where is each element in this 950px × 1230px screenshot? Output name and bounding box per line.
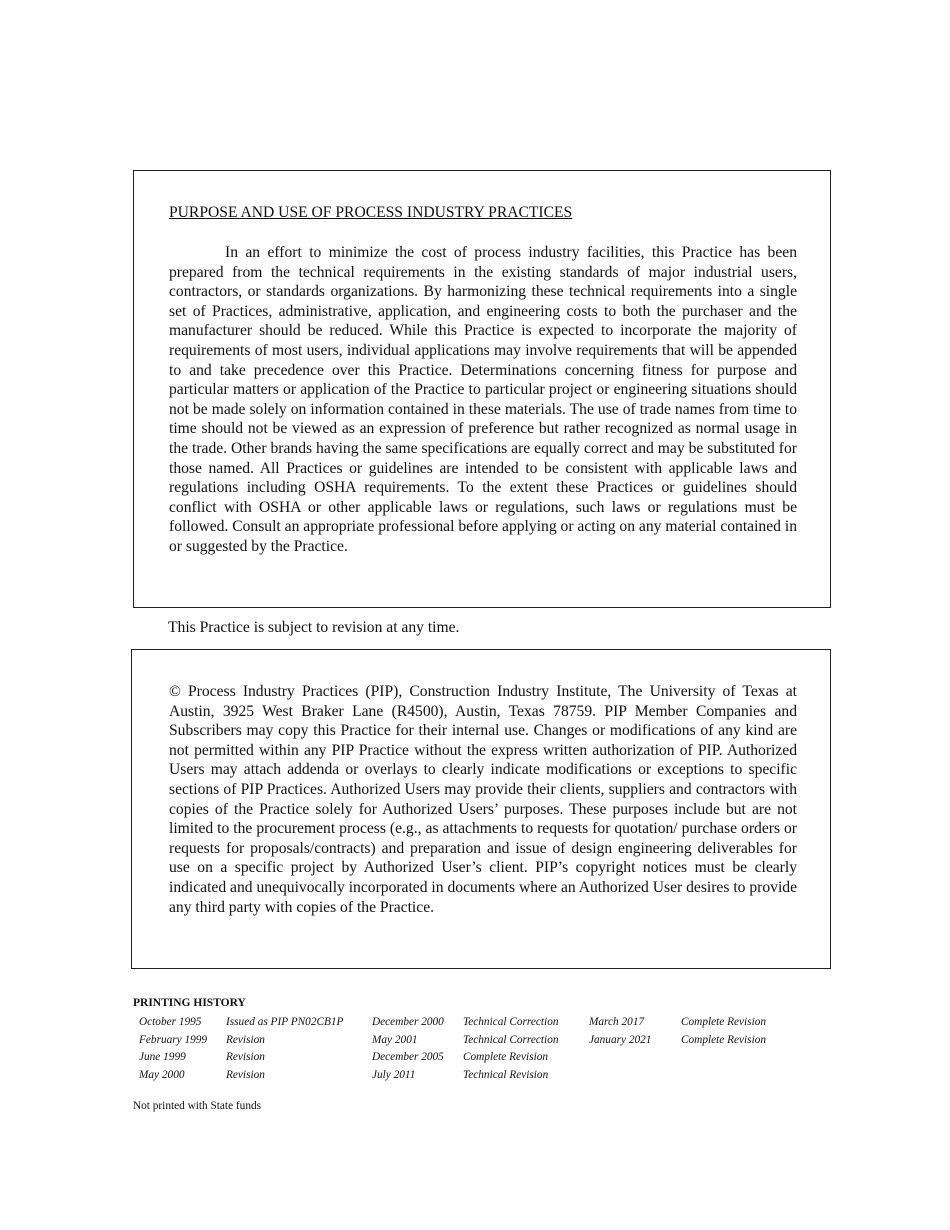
history-date: March 2017 (589, 1016, 645, 1028)
history-date: February 1999 (139, 1033, 208, 1046)
history-description: Complete Revision (463, 1051, 549, 1063)
history-description: Issued as PIP PN02CB1P (226, 1016, 344, 1028)
copyright-section (131, 649, 831, 969)
history-description: Technical Correction (463, 1033, 559, 1046)
history-date: January 2021 (589, 1033, 652, 1046)
history-description: Complete Revision (681, 1033, 767, 1046)
history-date: October 1995 (139, 1016, 202, 1028)
revision-note: This Practice is subject to revision at any time. (168, 619, 460, 636)
history-date: December 2000 (372, 1016, 444, 1028)
history-date: May 2001 (372, 1033, 418, 1046)
copyright-body: © Process Industry Practices (PIP), Construction Industry Institute, The University of Texas at Austin, 3925 West Braker Lane (R4500), Austin, Texas 78759. PIP Member Companies and Subscribers may copy this Practice for their internal use. Changes or modifications of any kind are not permitted within any PIP Practice without the express written authorization of PIP. Authorized Users may attach addenda or overlays to clearly indicate modifications or exceptions to specific sections of PIP Practices. Authorized Users may provide their clients, suppliers and contractors with copies of the Practice solely for Authorized Users’ purposes. These purposes include but are not limited to the procurement process (e.g., as attachments to requests for quotation/ purchase orders or requests for proposals/contracts) and preparation and issue of design engineering deliverables for use on a specific project by Authorized User’s client. PIP’s copyright notices must be clearly indicated and unequivocally incorporated in documents where an Authorized User desires to provide any third party with copies of the Practice. (169, 683, 797, 916)
purpose-heading: PURPOSE AND USE OF PROCESS INDUSTRY PRACTICES (169, 204, 573, 221)
history-date: July 2011 (372, 1068, 416, 1081)
history-description: Revision (226, 1051, 265, 1063)
purpose-section (133, 170, 831, 608)
history-date: May 2000 (139, 1068, 185, 1081)
history-date: December 2005 (372, 1051, 444, 1063)
history-description: Technical Revision (463, 1068, 549, 1081)
history-description: Revision (226, 1068, 265, 1081)
history-description: Revision (226, 1033, 265, 1046)
printing-history-title: PRINTING HISTORY (133, 997, 246, 1009)
purpose-body: In an effort to minimize the cost of process industry facilities, this Practice has been prepared from the technical requirements in the existing standards of major industrial users, contractors, or standards organizations. By harmonizing these technical requirements into a single set of Practices, administrative, application, and engineering costs to both the purchaser and the manufacturer should be reduced. While this Practice is expected to incorporate the majority of requirements of most users, individual applications may involve requirements that will be appended to and take precedence over this Practice. Determinations concerning fitness for purpose and particular matters or application of the Practice to particular project or engineering situations should not be made solely on information contained in these materials. The use of trade names from time to time should not be viewed as an expression of preference but rather recognized as normal usage in the trade. Other brands having the same specifications are equally correct and may be substituted for those named. All Practices or guidelines are intended to be consistent with applicable laws and regulations including OSHA requirements. To the extent these Practices or guidelines should conflict with OSHA or other applicable laws or regulations, such laws or regulations must be followed. Consult an appropriate professional before applying or acting on any material contained in or suggested by the Practice. (169, 244, 797, 555)
history-date: June 1999 (139, 1051, 186, 1063)
history-description: Complete Revision (681, 1016, 767, 1028)
history-description: Technical Correction (463, 1016, 559, 1028)
funds-note: Not printed with State funds (133, 1100, 262, 1112)
